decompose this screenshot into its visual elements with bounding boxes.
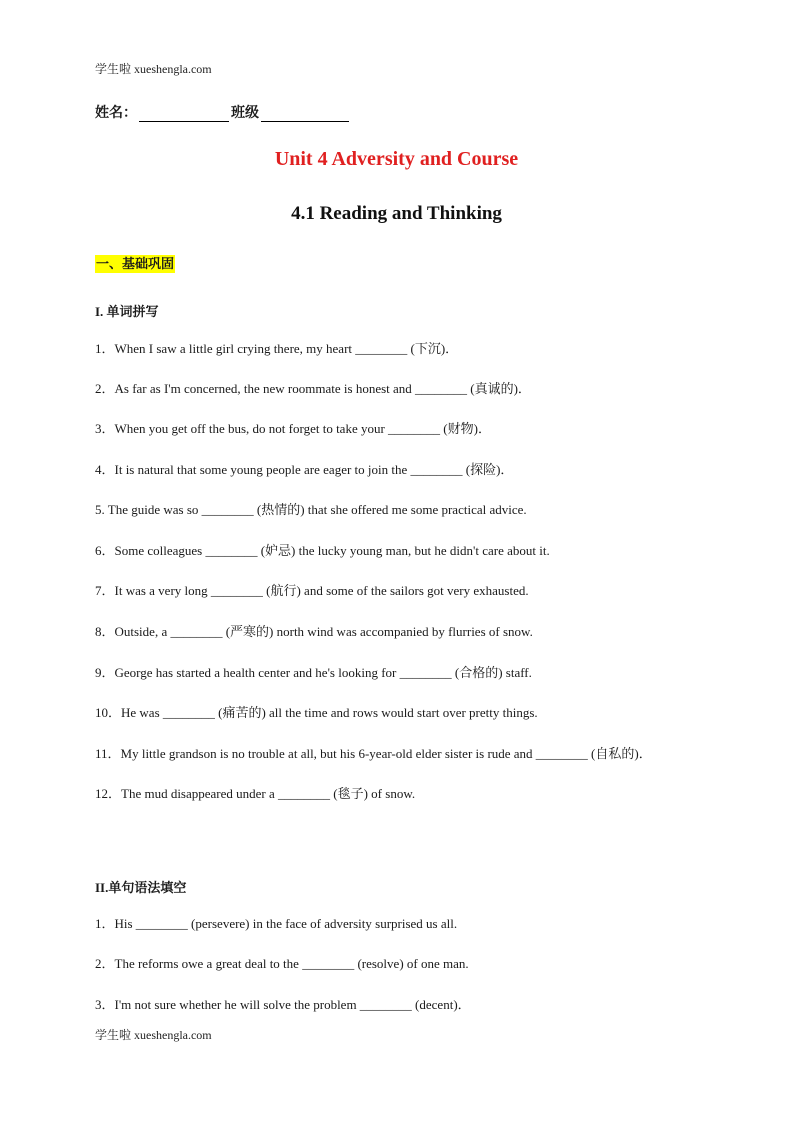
- exercise-item: 10．He was ________ (痛苦的) all the time and rows would start over pretty things.: [95, 705, 538, 720]
- part1-heading: I. 单词拼写: [95, 304, 159, 319]
- exercise-item: 3．I'm not sure whether he will solve the problem ________ (decent)．: [95, 997, 471, 1012]
- exercise-item: 5. The guide was so ________ (热情的) that she offered me some practical advice.: [95, 502, 527, 517]
- unit-title: Unit 4 Adversity and Course: [274, 148, 519, 170]
- exercise-item: 2．The reforms owe a great deal to the ________ (resolve) of one man.: [95, 956, 469, 971]
- name-label: 姓名：: [95, 106, 137, 121]
- section-heading-basics: 一、基础巩固: [96, 256, 175, 271]
- part2-heading: II.单句语法填空: [95, 880, 187, 895]
- exercise-item: 8．Outside, a ________ (严寒的) north wind was accompanied by flurries of snow.: [95, 624, 533, 639]
- exercise-item: 2．As far as I'm concerned, the new roommate is honest and ________ (真诚的)．: [95, 381, 531, 396]
- lesson-title: 4.1 Reading and Thinking: [291, 203, 502, 224]
- exercise-item: 9．George has started a health center and he's looking for ________ (合格的) staff.: [95, 665, 532, 680]
- exercise-item: 6．Some colleagues ________ (妒忌) the lucky young man, but he didn't care about it.: [95, 543, 550, 558]
- exercise-item: 7．It was a very long ________ (航行) and some of the sailors got very exhausted.: [95, 583, 529, 598]
- class-label: 班级: [231, 106, 259, 121]
- exercise-item: 12．The mud disappeared under a ________ (毯子) of snow.: [95, 786, 416, 801]
- exercise-item: 11．My little grandson is no trouble at all, but his 6-year-old elder sister is rude and ________ (自私的)．: [95, 746, 652, 761]
- page-header: 学生啦 xueshengla.com: [95, 62, 212, 76]
- exercise-item: 4．It is natural that some young people are eager to join the ________ (探险)．: [95, 462, 514, 477]
- exercise-item: 3．When you get off the bus, do not forget to take your ________ (财物)．: [95, 421, 491, 436]
- page-footer: 学生啦 xueshengla.com: [95, 1028, 212, 1042]
- class-blank: [261, 105, 349, 122]
- exercise-item: 1．When I saw a little girl crying there, my heart ________ (下沉)．: [95, 341, 459, 356]
- exercise-item: 1．His ________ (persevere) in the face of adversity surprised us all.: [95, 916, 458, 931]
- name-blank: [139, 105, 229, 122]
- name-class-line: [95, 102, 351, 122]
